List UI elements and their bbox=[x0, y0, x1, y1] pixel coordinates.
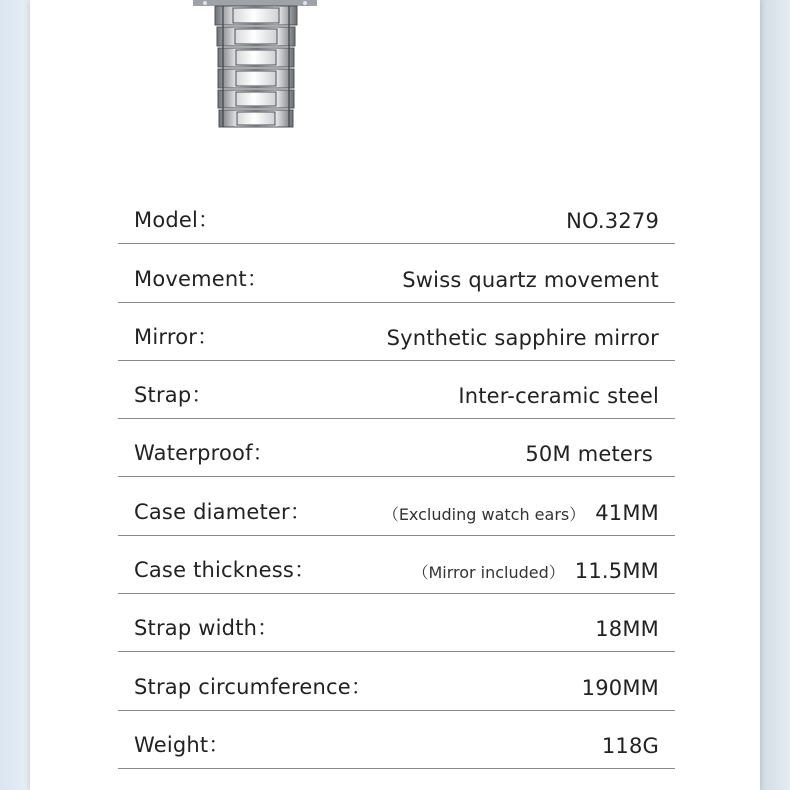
right-frame bbox=[760, 0, 790, 790]
spec-label: Strap width： bbox=[134, 616, 279, 641]
spec-label: Case diameter： bbox=[134, 499, 312, 524]
spec-value: Synthetic sapphire mirror bbox=[386, 325, 659, 350]
spec-table bbox=[118, 186, 675, 769]
spec-label: Strap： bbox=[134, 383, 213, 408]
spec-row-weight bbox=[118, 711, 675, 769]
spec-label: Case thickness： bbox=[134, 558, 316, 583]
spec-row-model bbox=[118, 186, 675, 244]
spec-row-case-diameter bbox=[118, 477, 675, 535]
spec-row-movement bbox=[118, 244, 675, 302]
watch-bracelet-image bbox=[185, 0, 325, 132]
spec-note: （Excluding watch ears） bbox=[382, 504, 586, 524]
spec-row-strap bbox=[118, 361, 675, 419]
spec-note: （Mirror included） bbox=[412, 563, 565, 583]
left-frame bbox=[0, 0, 30, 790]
spec-row-case-thickness bbox=[118, 536, 675, 594]
spec-label: Weight： bbox=[134, 732, 230, 757]
spec-value: 50M meters bbox=[525, 442, 653, 467]
spec-row-strap-width bbox=[118, 594, 675, 652]
spec-row-strap-circumference bbox=[118, 652, 675, 710]
spec-value: 118G bbox=[601, 733, 659, 758]
spec-label: Mirror： bbox=[134, 324, 219, 349]
spec-value: 18MM bbox=[595, 617, 659, 642]
spec-value: 41MM bbox=[595, 500, 659, 525]
spec-value: 190MM bbox=[581, 675, 659, 700]
spec-value: Inter-ceramic steel bbox=[458, 384, 659, 409]
spec-value: NO.3279 bbox=[566, 209, 659, 234]
spec-label: Model： bbox=[134, 208, 220, 233]
spec-value: Swiss quartz movement bbox=[402, 267, 659, 292]
spec-row-waterproof bbox=[118, 419, 675, 477]
spec-label: Strap circumference： bbox=[134, 674, 373, 699]
spec-label: Movement： bbox=[134, 266, 269, 291]
spec-value: 11.5MM bbox=[574, 559, 659, 584]
spec-card bbox=[30, 0, 760, 790]
spec-row-mirror bbox=[118, 303, 675, 361]
spec-label: Waterproof： bbox=[134, 441, 274, 466]
